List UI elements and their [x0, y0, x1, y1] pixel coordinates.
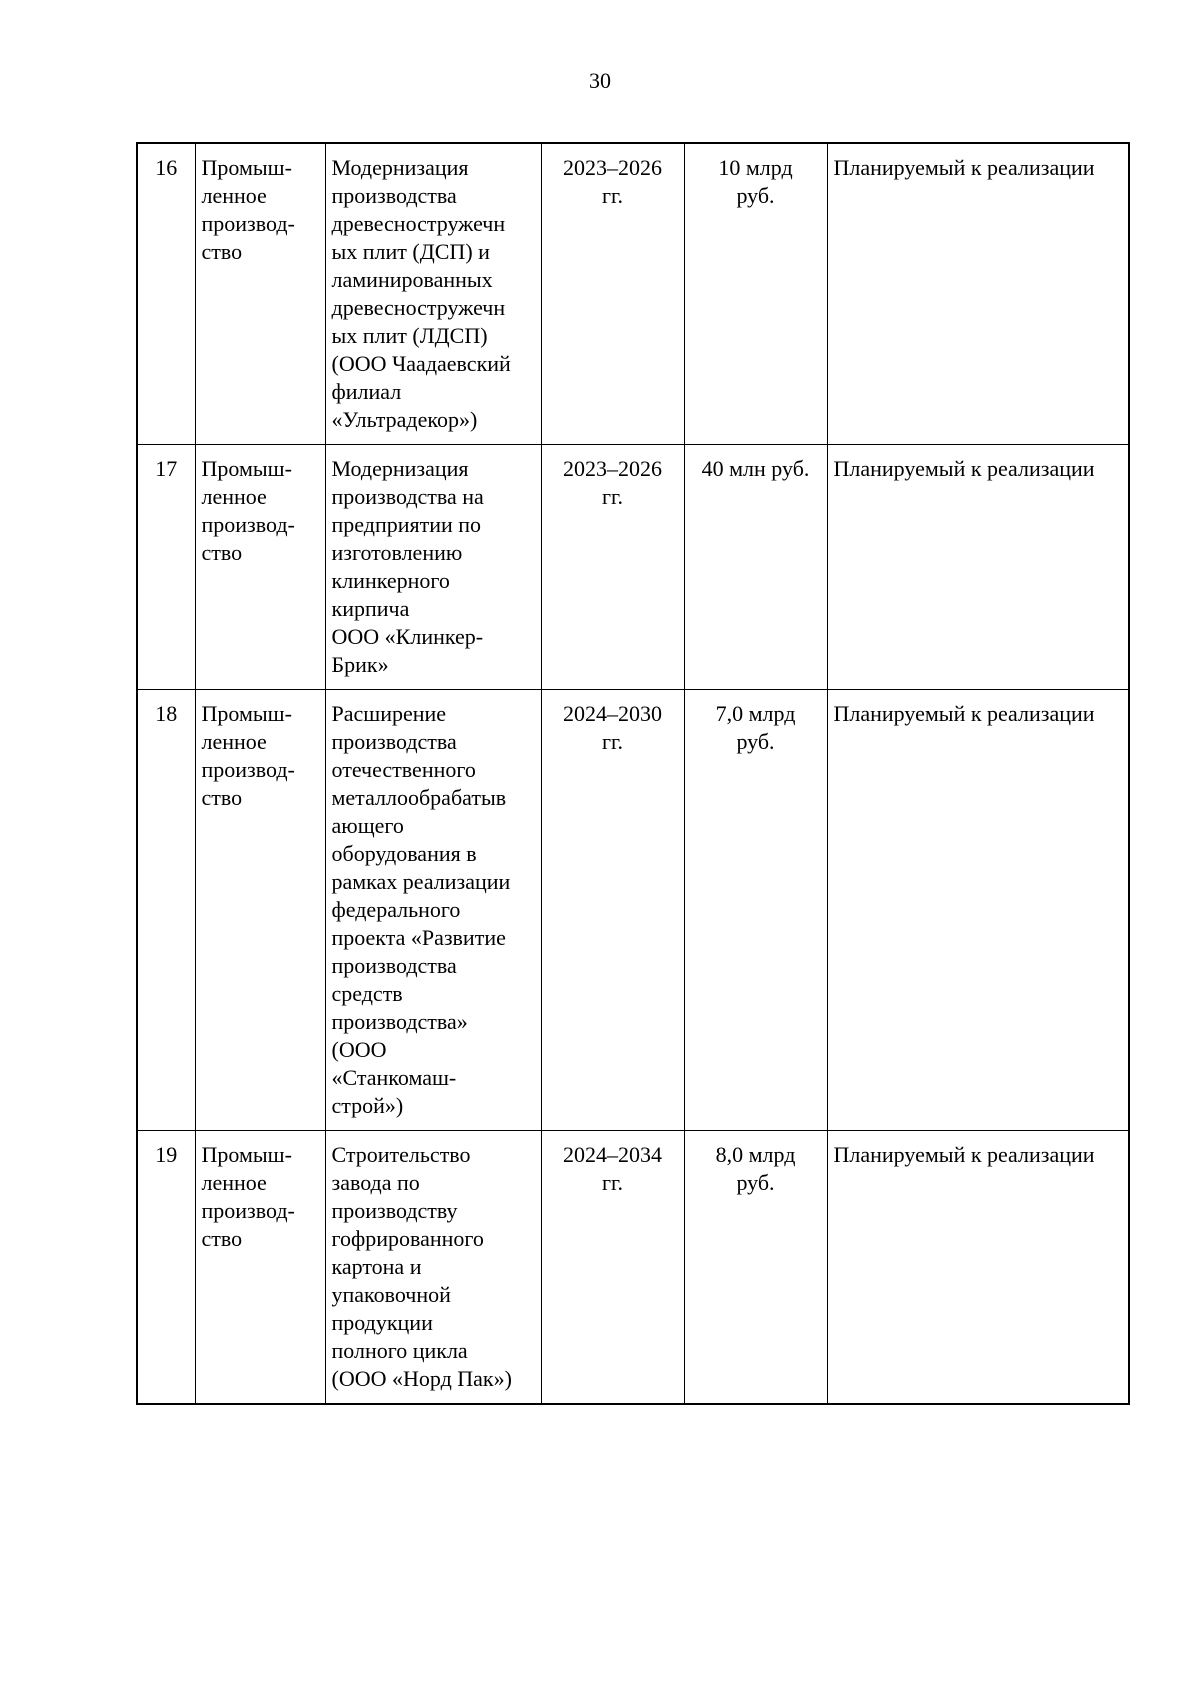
table-row	[137, 1131, 1129, 1405]
implementation-period: 2024–2030 гг.	[541, 690, 684, 1131]
page-number: 30	[589, 68, 611, 93]
project-description: Расширение производства отечественного металлообрабатыв ающего оборудования в рамках реализации федерального проекта «Развитие производства средств производства» (ООО «Станкомаш- строй»)	[325, 690, 541, 1131]
project-status: Планируемый к реализации	[827, 445, 1129, 690]
sector-cell: Промыш- ленное производ- ство	[195, 690, 325, 1131]
row-number: 17	[137, 445, 195, 690]
project-status: Планируемый к реализации	[827, 1131, 1129, 1405]
table-row	[137, 690, 1129, 1131]
investment-amount: 40 млн руб.	[684, 445, 827, 690]
investment-amount: 10 млрд руб.	[684, 143, 827, 445]
investment-amount: 7,0 млрд руб.	[684, 690, 827, 1131]
project-description: Модернизация производства древесностружечн ых плит (ДСП) и ламинированных древесностружечн ых плит (ЛДСП) (ООО Чаадаевский филиал «Ультрадекор»)	[325, 143, 541, 445]
project-status: Планируемый к реализации	[827, 143, 1129, 445]
implementation-period: 2023–2026 гг.	[541, 445, 684, 690]
project-status: Планируемый к реализации	[827, 690, 1129, 1131]
row-number: 18	[137, 690, 195, 1131]
sector-cell: Промыш- ленное производ- ство	[195, 445, 325, 690]
project-description: Модернизация производства на предприятии по изготовлению клинкерного кирпича ООО «Клинкер- Брик»	[325, 445, 541, 690]
implementation-period: 2023–2026 гг.	[541, 143, 684, 445]
implementation-period: 2024–2034 гг.	[541, 1131, 684, 1405]
project-description: Строительство завода по производству гофрированного картона и упаковочной продукции полного цикла (ООО «Норд Пак»)	[325, 1131, 541, 1405]
table-row	[137, 445, 1129, 690]
row-number: 19	[137, 1131, 195, 1405]
sector-cell: Промыш- ленное производ- ство	[195, 143, 325, 445]
investment-amount: 8,0 млрд руб.	[684, 1131, 827, 1405]
row-number: 16	[137, 143, 195, 445]
sector-cell: Промыш- ленное производ- ство	[195, 1131, 325, 1405]
table-row	[137, 143, 1129, 445]
projects-table	[136, 142, 1130, 1405]
